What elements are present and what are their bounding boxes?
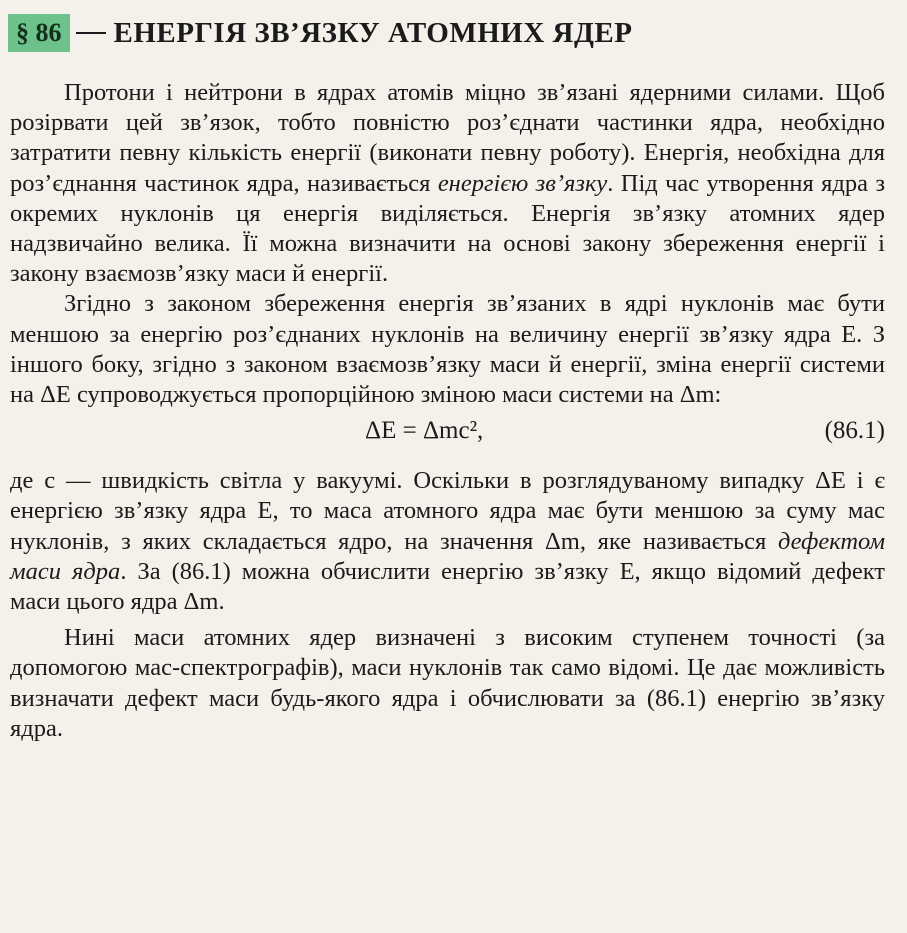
p3-text-b: . За (86.1) можна обчислити енергію зв’язку E, якщо відомий дефект маси цього ядра Δm. [10, 557, 885, 616]
paragraph-1 [10, 78, 885, 289]
formula-expression: ΔE = Δmc², [365, 417, 484, 445]
term-mass-defect: дефектом маси ядра [10, 527, 885, 585]
heading-dash [76, 32, 106, 34]
paragraph-3 [10, 466, 885, 617]
section-title: ЕНЕРГІЯ ЗВ’ЯЗКУ АТОМНИХ ЯДЕР [113, 16, 633, 49]
formula-row [10, 412, 885, 456]
p1-text-b: . Під час утворення ядра з окремих нуклонів ця енергія виділяється. Енергія зв’язку атомних ядер надзвичайно велика. Її можна визначити на основі закону збереження енергії і закону взаємозв’язку маси й енергії. [10, 169, 885, 288]
section-heading [8, 14, 632, 52]
section-number: § 86 [8, 14, 70, 52]
paragraph-4: Нині маси атомних ядер визначені з високим ступенем точності (за допомогою мас-спектрографів), маси нуклонів так само відомі. Це дає можливість визначати дефект маси будь-якого ядра і обчислювати за (86.1) енергію зв’язку ядра. [10, 624, 885, 742]
formula-number: (86.1) [824, 417, 885, 445]
term-binding-energy: енергією зв’язку [437, 169, 608, 197]
p3-text-a: де c — швидкість світла у вакуумі. Оскільки в розглядуваному випадку ΔE і є енергією зв’язку ядра E, то маса атомного ядра має бути меншою за суму мас нуклонів, з яких складається ядро, на значення Δm, яке називається [10, 467, 885, 555]
section-body [10, 78, 885, 744]
p1-text-a: Протони і нейтрони в ядрах атомів міцно зв’язані ядерними силами. Щоб розірвати цей зв’язок, тобто повністю роз’єднати частинки ядра, необхідно затратити певну кількість енергії (виконати певну роботу). Енергія, необхідна для роз’єднання частинок ядра, називається [10, 79, 885, 197]
paragraph-2: Згідно з законом збереження енергія зв’язаних в ядрі нуклонів має бути меншою за енергію роз’єднаних нуклонів на величину енергії зв’язку ядра E. З іншого боку, згідно з законом взаємозв’язку маси й енергії, зміна енергії системи на ΔE супроводжується пропорційною зміною маси системи на Δm: [10, 290, 885, 409]
